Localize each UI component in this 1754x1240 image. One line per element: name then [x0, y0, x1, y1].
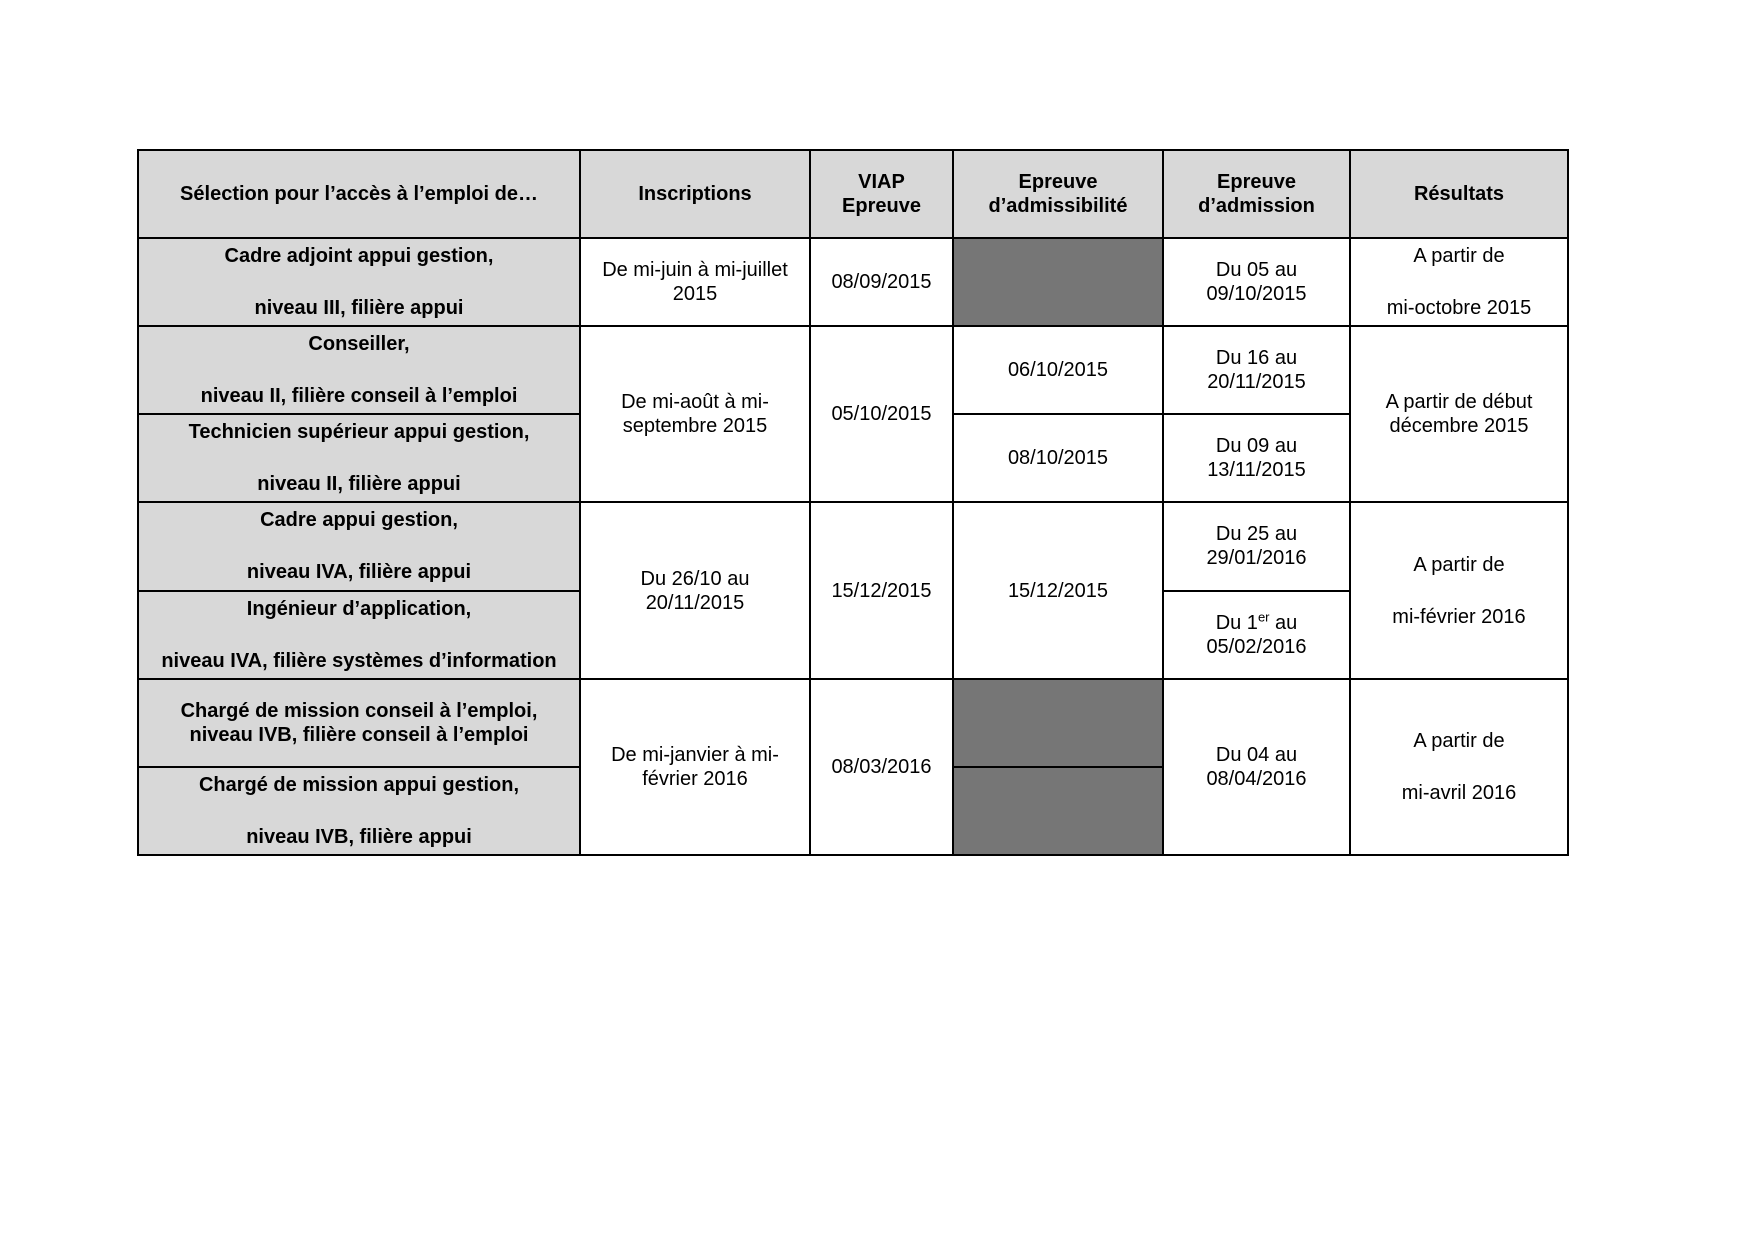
selection-cell: Technicien supérieur appui gestion, niveau II, filière appui: [138, 414, 580, 502]
admissibilite-cell-blank: [953, 238, 1163, 326]
table-row: [138, 502, 1568, 590]
inscriptions-cell: De mi-janvier à mi- février 2016: [580, 679, 810, 855]
selection-cell: Chargé de mission conseil à l’emploi, niveau IVB, filière conseil à l’emploi: [138, 679, 580, 767]
recruitment-schedule-table: [137, 149, 1569, 856]
admissibilite-cell: 06/10/2015: [953, 326, 1163, 414]
selection-cell: Chargé de mission appui gestion, niveau IVB, filière appui: [138, 767, 580, 855]
selection-cell: Cadre adjoint appui gestion, niveau III, filière appui: [138, 238, 580, 326]
header-resultats: Résultats: [1350, 150, 1568, 238]
selection-cell: Ingénieur d’application, niveau IVA, filière systèmes d’information: [138, 591, 580, 679]
admission-cell: Du 04 au 08/04/2016: [1163, 679, 1350, 855]
table-row: [138, 238, 1568, 326]
admission-cell: Du 05 au 09/10/2015: [1163, 238, 1350, 326]
header-admission: Epreuve d’admission: [1163, 150, 1350, 238]
table-row: [138, 679, 1568, 767]
viap-cell: 15/12/2015: [810, 502, 953, 678]
header-selection: Sélection pour l’accès à l’emploi de…: [138, 150, 580, 238]
inscriptions-cell: Du 26/10 au 20/11/2015: [580, 502, 810, 678]
resultats-cell: A partir de mi-octobre 2015: [1350, 238, 1568, 326]
admission-cell: Du 16 au 20/11/2015: [1163, 326, 1350, 414]
admissibilite-cell: 15/12/2015: [953, 502, 1163, 678]
inscriptions-cell: De mi-août à mi- septembre 2015: [580, 326, 810, 502]
admission-cell: Du 09 au 13/11/2015: [1163, 414, 1350, 502]
resultats-cell: A partir de mi-avril 2016: [1350, 679, 1568, 855]
admission-cell: Du 1er au 05/02/2016: [1163, 591, 1350, 679]
admissibilite-cell-blank: [953, 679, 1163, 767]
selection-cell: Cadre appui gestion, niveau IVA, filière appui: [138, 502, 580, 590]
viap-cell: 05/10/2015: [810, 326, 953, 502]
resultats-cell: A partir de mi-février 2016: [1350, 502, 1568, 678]
inscriptions-cell: De mi-juin à mi-juillet 2015: [580, 238, 810, 326]
resultats-cell: A partir de début décembre 2015: [1350, 326, 1568, 502]
admission-cell: Du 25 au 29/01/2016: [1163, 502, 1350, 590]
header-inscriptions: Inscriptions: [580, 150, 810, 238]
table-row: [138, 326, 1568, 414]
header-admissibilite: Epreuve d’admissibilité: [953, 150, 1163, 238]
admissibilite-cell: 08/10/2015: [953, 414, 1163, 502]
selection-cell: Conseiller, niveau II, filière conseil à l’emploi: [138, 326, 580, 414]
viap-cell: 08/09/2015: [810, 238, 953, 326]
viap-cell: 08/03/2016: [810, 679, 953, 855]
header-viap: VIAP Epreuve: [810, 150, 953, 238]
admissibilite-cell-blank: [953, 767, 1163, 855]
header-row: [138, 150, 1568, 238]
